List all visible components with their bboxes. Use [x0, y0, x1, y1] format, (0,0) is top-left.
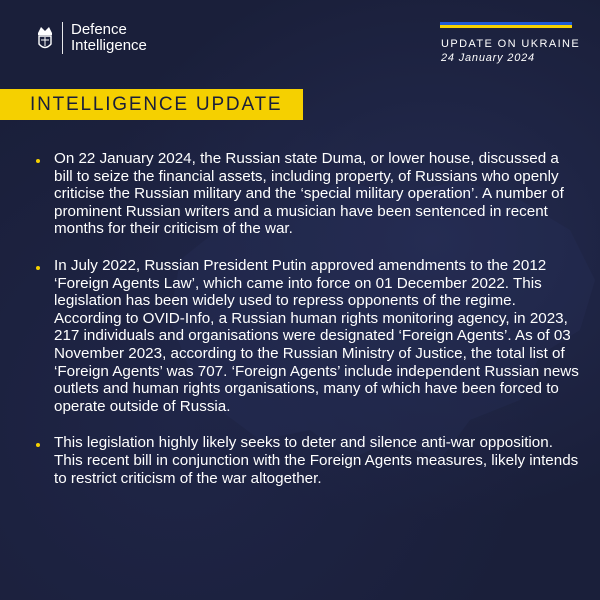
org-name-line2: Intelligence — [71, 37, 147, 54]
flag-yellow-stripe — [440, 25, 572, 28]
bullet-item-2 — [36, 257, 581, 415]
logo-divider — [62, 22, 63, 54]
update-date: 24 January 2024 — [441, 52, 535, 64]
bullet-dot-icon — [36, 266, 40, 270]
defence-intelligence-logo — [34, 22, 147, 54]
intelligence-update-banner — [0, 89, 303, 120]
ukraine-flag-stripe — [440, 22, 572, 28]
bullet-dot-icon — [36, 443, 40, 447]
bullet-text-2: In July 2022, Russian President Putin approved amendments to the 2012 ‘Foreign Agents Law’, which came into force on 01 December 2022. This legislation has been widely used to repress opponents of the regime. According to OVID-Info, a Russian human rights monitoring agency, in 2023, 217 individuals and organisations were designated ‘Foreign Agents’. As of 03 November 2023, according to the Russian Ministry of Justice, the total list of ‘Foreign Agents’ was 707. ‘Foreign Agents’ include independent Russian news outlets and human rights organisations, many of which have been forced to operate outside of Russia. — [54, 256, 579, 415]
bullet-text-3: This legislation highly likely seeks to deter and silence anti-war opposition. This recent bill in conjunction with the Foreign Agents measures, likely intends to restrict criticism of the war altogether. — [54, 434, 579, 487]
bullet-item-1 — [36, 150, 581, 238]
logo-text — [71, 22, 147, 54]
bullet-item-3 — [36, 434, 581, 487]
bullet-dot-icon — [36, 159, 40, 163]
banner-label: INTELLIGENCE UPDATE — [30, 94, 283, 115]
org-name-line1: Defence — [71, 21, 127, 38]
bullet-list — [36, 150, 581, 506]
update-title: UPDATE ON UKRAINE — [441, 38, 581, 50]
royal-crest-icon — [34, 23, 56, 53]
bullet-text-1: On 22 January 2024, the Russian state Duma, or lower house, discussed a bill to seize the financial assets, including property, of Russians who openly criticise the Russian military and the ‘special military operation’. A number of prominent Russian writers and a musician have been sentenced in recent months for their criticism of the war. — [54, 150, 564, 238]
